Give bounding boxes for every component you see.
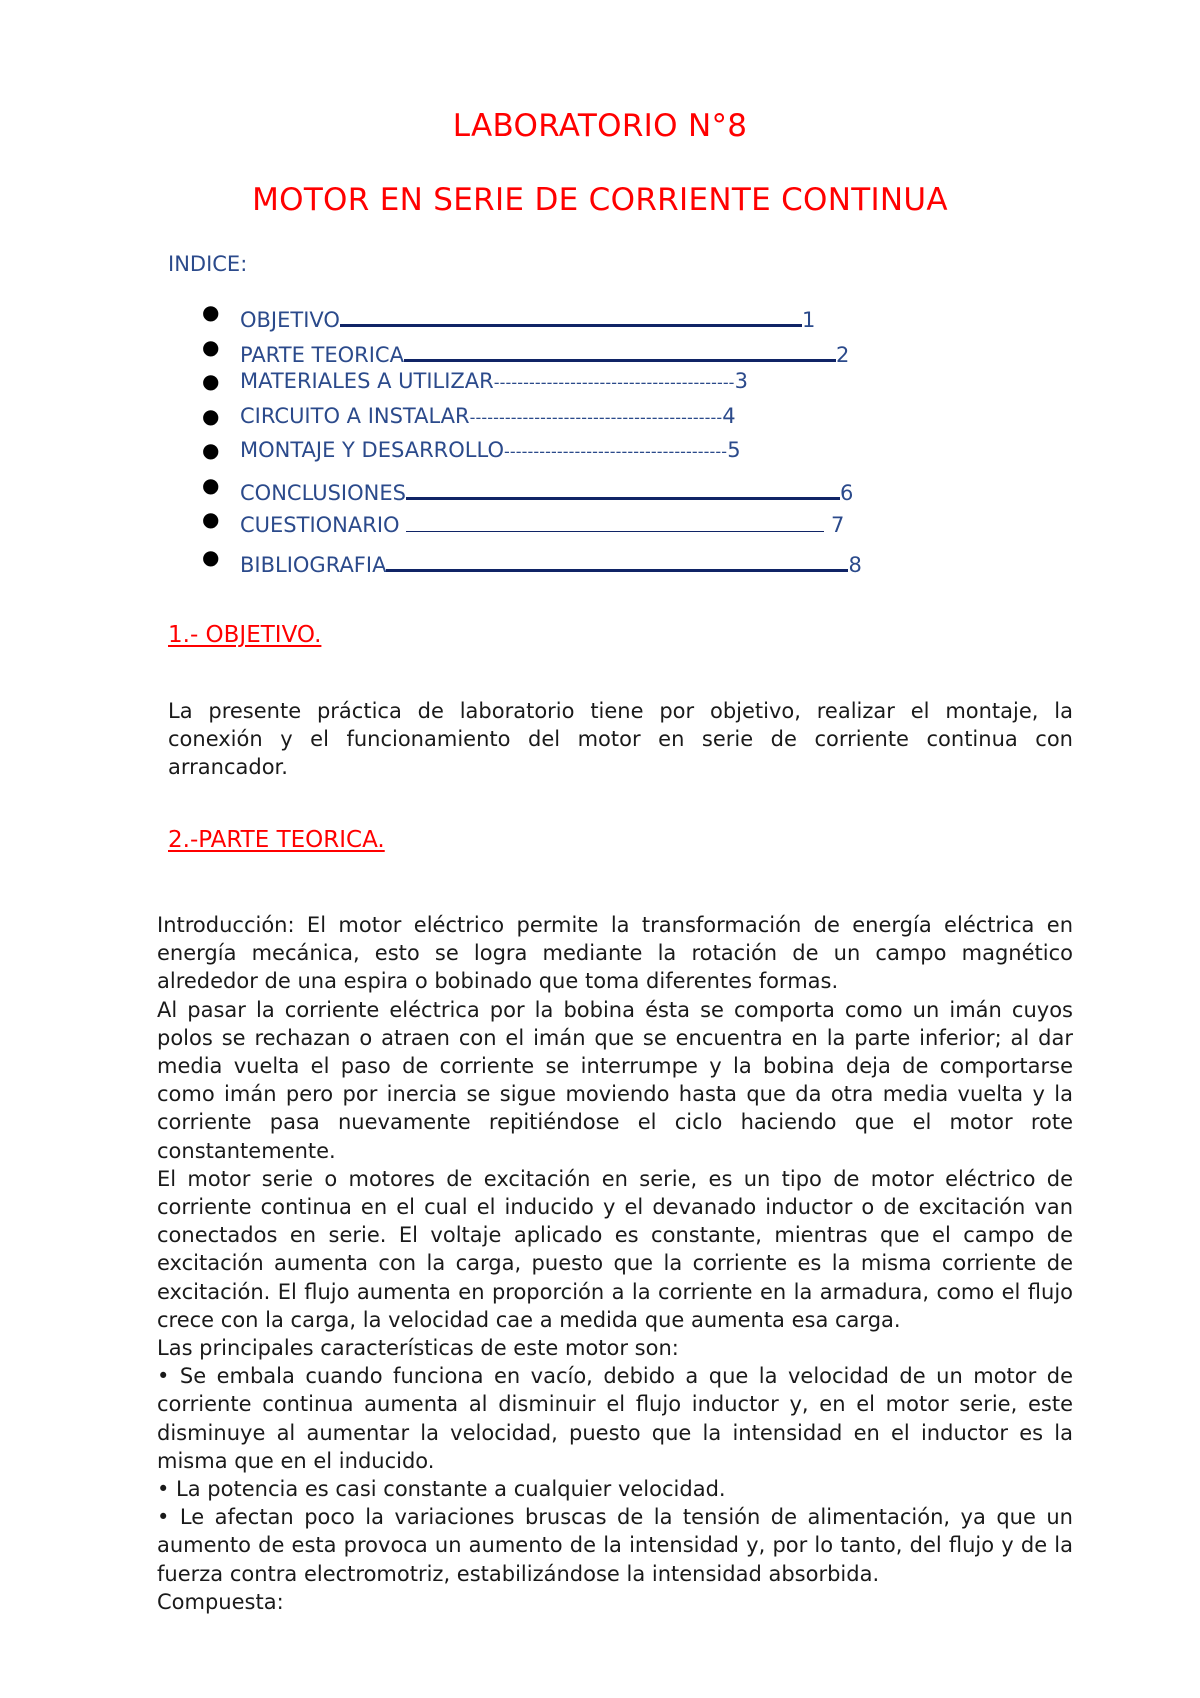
toc-entry	[240, 507, 844, 537]
bullet-icon: ●	[202, 369, 220, 393]
index-label: INDICE:	[168, 252, 248, 276]
theory-bullet-paragraph: • Se embala cuando funciona en vacío, debido a que la velocidad de un motor de corriente continua aumenta al disminuir el flujo inductor y, en el motor serie, este disminuye al aumentar la velocidad, puesto que la intensidad en el inductor es la misma que en el inducido.	[157, 1364, 1073, 1473]
theory-bullet-paragraph: • La potencia es casi constante a cualquier velocidad.	[157, 1477, 726, 1502]
bullet-icon: ●	[202, 334, 220, 359]
toc-page: 1	[801, 308, 816, 332]
toc-entry	[240, 369, 748, 393]
bullet-icon: ●	[202, 438, 220, 462]
bullet-icon: ●	[202, 472, 220, 497]
objective-paragraph: La presente práctica de laboratorio tiene por objetivo, realizar el montaje, la conexión y el funcionamiento del motor en serie de corriente continua con arrancador.	[168, 699, 1073, 780]
toc-page: 5	[727, 438, 741, 462]
toc-label: CUESTIONARIO	[240, 513, 400, 537]
toc-leader-line	[406, 473, 840, 500]
toc-item-bibliografia	[202, 545, 902, 580]
table-of-contents	[202, 300, 902, 579]
toc-label: MATERIALES A UTILIZAR	[240, 369, 494, 393]
theory-bullet-paragraph: • Le afectan poco la variaciones bruscas de la tensión de alimentación, ya que un aumento de esta provoca un aumento de la intensidad y, por lo tanto, del flujo y de la fuerza contra electromotriz, estabilizándose la intensidad absorbida.	[157, 1505, 1073, 1586]
toc-item-conclusiones	[202, 473, 902, 508]
toc-label: MONTAJE Y DESARROLLO	[240, 438, 504, 462]
theory-paragraph: Al pasar la corriente eléctrica por la bobina ésta se comporta como un imán cuyos polos se rechazan o atraen con el imán que se encuentra en la parte inferior; al dar media vuelta el paso de corriente se interrumpe y la bobina deja de comportarse como imán pero por inercia se sigue moviendo hasta que da otra media vuelta y la corriente pasa nuevamente repitiéndose el ciclo haciendo que el motor rote constantemente.	[157, 997, 1073, 1163]
toc-page: 7	[830, 513, 845, 537]
toc-leader-line	[386, 545, 848, 572]
toc-item-objetivo	[202, 300, 902, 335]
toc-entry	[240, 300, 815, 332]
toc-entry	[240, 545, 862, 577]
toc-leader-dashes: -----------------------------------------	[493, 373, 735, 392]
toc-entry	[240, 473, 853, 505]
toc-item-montaje	[202, 438, 902, 473]
toc-label: CIRCUITO A INSTALAR	[240, 403, 470, 428]
toc-page: 3	[734, 369, 748, 393]
lab-subtitle: MOTOR EN SERIE DE CORRIENTE CONTINUA	[252, 182, 948, 218]
toc-entry	[240, 404, 736, 428]
toc-label: OBJETIVO	[240, 308, 340, 332]
bullet-icon: ●	[202, 507, 220, 531]
bullet-icon: ●	[202, 300, 220, 324]
toc-page: 4	[722, 403, 736, 428]
toc-item-materiales	[202, 369, 902, 404]
toc-label: PARTE TEORICA	[240, 342, 404, 367]
theory-paragraph: El motor serie o motores de excitación en serie, es un tipo de motor eléctrico de corriente continua en el cual el inducido y el devanado inductor o de excitación van conectados en serie. El voltaje aplicado es constante, mientras que el campo de excitación aumenta con la carga, puesto que la corriente es la misma corriente de excitación. El flujo aumenta en proporción a la corriente en la armadura, como el flujo crece con la carga, la velocidad cae a medida que aumenta esa carga.	[157, 1166, 1073, 1332]
theory-paragraph: Introducción: El motor eléctrico permite la transformación de energía eléctrica en energía mecánica, esto se logra mediante la rotación de un campo magnético alrededor de una espira o bobinado que toma diferentes formas.	[157, 913, 1073, 994]
section-heading-parte-teorica: 2.-PARTE TEORICA.	[168, 827, 385, 853]
toc-leader-line	[340, 300, 802, 327]
toc-item-parte-teorica	[202, 335, 902, 370]
bullet-icon: ●	[202, 544, 220, 569]
toc-leader-line	[406, 507, 824, 532]
toc-leader-dashes: -------------------------------------------	[469, 407, 723, 427]
bullet-icon: ●	[202, 403, 220, 428]
toc-page: 8	[848, 552, 862, 577]
toc-item-cuestionario	[202, 507, 902, 542]
toc-label: BIBLIOGRAFIA	[240, 552, 387, 577]
toc-leader-dashes: --------------------------------------	[503, 442, 728, 461]
toc-item-circuito	[202, 404, 902, 439]
theory-text-block	[157, 911, 1073, 1616]
toc-page: 6	[839, 480, 854, 505]
theory-paragraph: Las principales características de este motor son:	[157, 1336, 679, 1361]
lab-title: LABORATORIO N°8	[452, 108, 748, 144]
section-heading-objetivo: 1.- OBJETIVO.	[168, 622, 322, 648]
toc-entry	[240, 438, 741, 462]
toc-entry	[240, 335, 849, 367]
theory-paragraph: Compuesta:	[157, 1589, 284, 1614]
toc-leader-line	[404, 335, 836, 362]
toc-label: CONCLUSIONES	[240, 480, 406, 505]
toc-page: 2	[835, 342, 850, 367]
